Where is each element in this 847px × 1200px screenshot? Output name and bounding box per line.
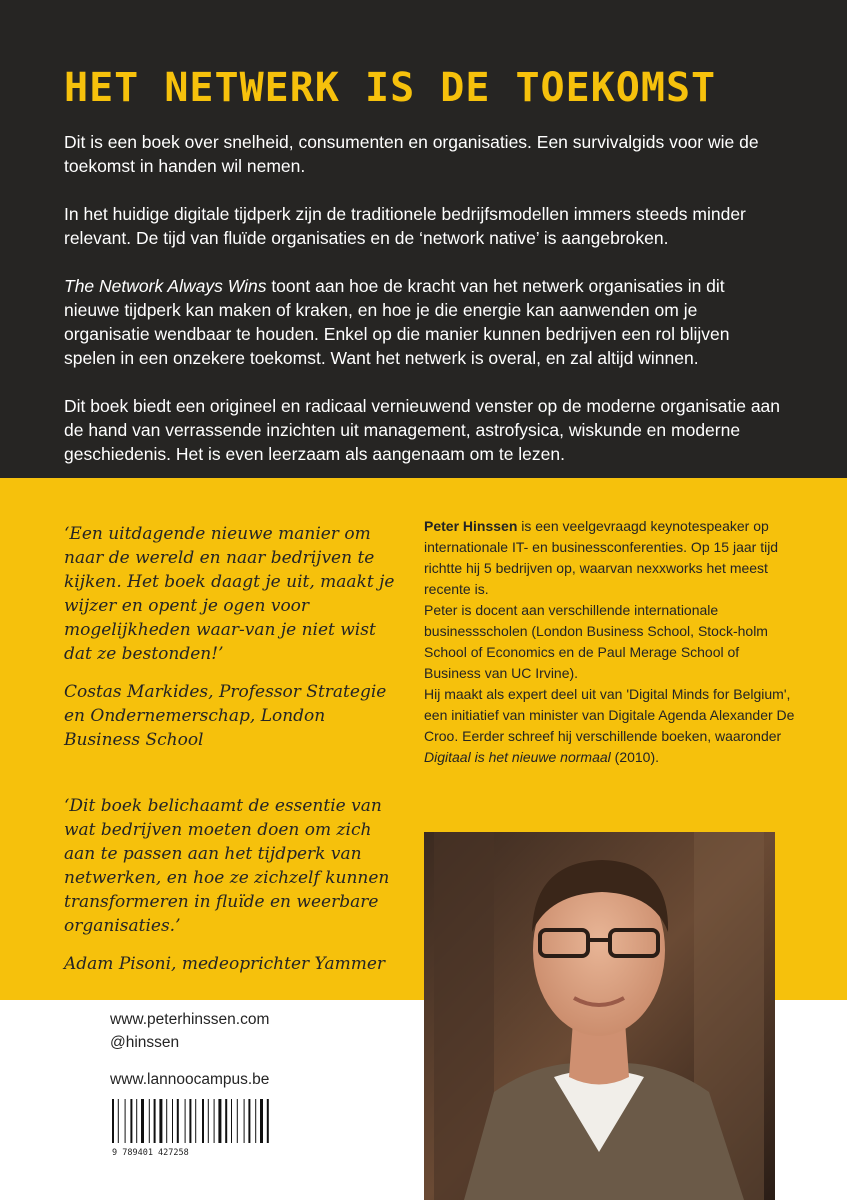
author-photo (424, 832, 775, 1200)
intro-paragraph-3 (64, 274, 784, 370)
quote-2: ‘Dit boek belichaamt de essentie van wat bedrijven moeten doen om zich aan te passen aan het tijdperk van netwerken, en hoe ze zichzelf kunnen transformeren in fluïde en weerbare organisaties.’ (64, 796, 390, 936)
quote-1-author: Costas Markides, Professor Strategie en Ondernemerschap, London Business School (64, 682, 387, 750)
bio-paragraph-1 (424, 516, 799, 600)
barcode-bar (130, 1099, 132, 1143)
intro-paragraph-4: Dit boek biedt een origineel en radicaal vernieuwend venster op de moderne organisatie aan de hand van verrassende inzichten uit management, astrofysica, wiskunde en moderne geschiedenis. Het is even leerzaam als aangenaam om te lezen. (64, 396, 781, 464)
headline: HET NETWERK IS DE TOEKOMST (64, 65, 717, 111)
barcode-bar (177, 1099, 179, 1143)
author-name: Peter Hinssen (424, 518, 518, 534)
barcode-bar (154, 1099, 156, 1143)
barcode-bar (112, 1099, 114, 1143)
barcode-bar (172, 1099, 173, 1143)
author-bio (424, 516, 799, 768)
barcode-bar (166, 1099, 167, 1143)
intro-text (64, 130, 784, 466)
bio-paragraph-3-start: Hij maakt als expert deel uit van 'Digital Minds for Belgium', een initiatief van minister van Digitale Agenda Alexander De Croo. Eerder schreef hij verschillende boeken, waaronder (424, 686, 795, 744)
author-website-link[interactable]: www.peterhinssen.com (110, 1011, 270, 1028)
barcode-bar (260, 1099, 263, 1143)
barcode-bar (267, 1099, 269, 1143)
bio-paragraph-3-end: (2010). (610, 749, 660, 765)
publisher-website-link[interactable]: www.lannoocampus.be (110, 1071, 270, 1088)
author-photo-illustration (424, 832, 775, 1200)
bio-paragraph-2: Peter is docent aan verschillende internationale businessscholen (London Business School, Stock-holm School of Economics en de Paul Merage School of Business van UC Irvine). (424, 602, 768, 681)
barcode-bar (225, 1099, 227, 1143)
barcode-bar (202, 1099, 204, 1143)
intro-paragraph-1: Dit is een boek over snelheid, consumenten en organisaties. Een survivalgids voor wie de toekomst in handen wil nemen. (64, 132, 759, 176)
quote-2-author: Adam Pisoni, medeoprichter Yammer (64, 954, 386, 974)
barcode-bar (244, 1099, 245, 1143)
endorsements (64, 522, 399, 976)
links-spacer (110, 1054, 269, 1068)
barcode-bar (136, 1099, 137, 1143)
barcode-bar (218, 1099, 221, 1143)
barcode-bar (255, 1099, 256, 1143)
barcode-bar (189, 1099, 191, 1143)
bio-book-title: Digitaal is het nieuwe normaal (424, 749, 611, 765)
barcode-bar (214, 1099, 215, 1143)
barcode-bar (149, 1099, 150, 1143)
intro-paragraph-2: In het huidige digitale tijdperk zijn de traditionele bedrijfsmodellen immers steeds minder relevant. De tijd van fluïde organisaties en de ‘network native’ is aangebroken. (64, 204, 746, 248)
barcode (110, 1097, 300, 1157)
barcode-bar (159, 1099, 162, 1143)
barcode-bar (185, 1099, 186, 1143)
barcode-bar (118, 1099, 119, 1143)
barcode-bar (195, 1099, 196, 1143)
author-handle: @hinssen (110, 1034, 180, 1051)
bio-paragraph-3 (424, 684, 799, 768)
links-block (110, 1008, 269, 1091)
barcode-bar (237, 1099, 238, 1143)
quote-1: ‘Een uitdagende nieuwe manier om naar de wereld en naar bedrijven te kijken. Het boek daagt je uit, maakt je wijzer en opent je ogen voor mogelijkheden waar-van je niet wist dat ze bestonden!’ (64, 524, 395, 664)
barcode-bar (231, 1099, 232, 1143)
book-title: The Network Always Wins (64, 276, 267, 296)
barcode-bar (248, 1099, 250, 1143)
bio-paragraph-1-text: is een veelgevraagd keynotespeaker op internationale IT- en businessconferenties. Op 15 jaar tijd richtte hij 5 bedrijven op, waarvan nexxworks het meest recente is. (424, 518, 779, 597)
barcode-bar (141, 1099, 144, 1143)
barcode-isbn: 9 789401 427258 (112, 1148, 189, 1157)
barcode-bar (125, 1099, 126, 1143)
barcode-bar (208, 1099, 209, 1143)
intro-paragraph-3-text: toont aan hoe de kracht van het netwerk organisaties in dit nieuwe tijdperk kan maken of kraken, en hoe je die energie kan aanwenden om je organisatie wendbaar te houden. Enkel op die manier kunnen bedrijven een rol blijven spelen in een onzekere toekomst. Want het netwerk is overal, en zal altijd winnen. (64, 276, 730, 368)
